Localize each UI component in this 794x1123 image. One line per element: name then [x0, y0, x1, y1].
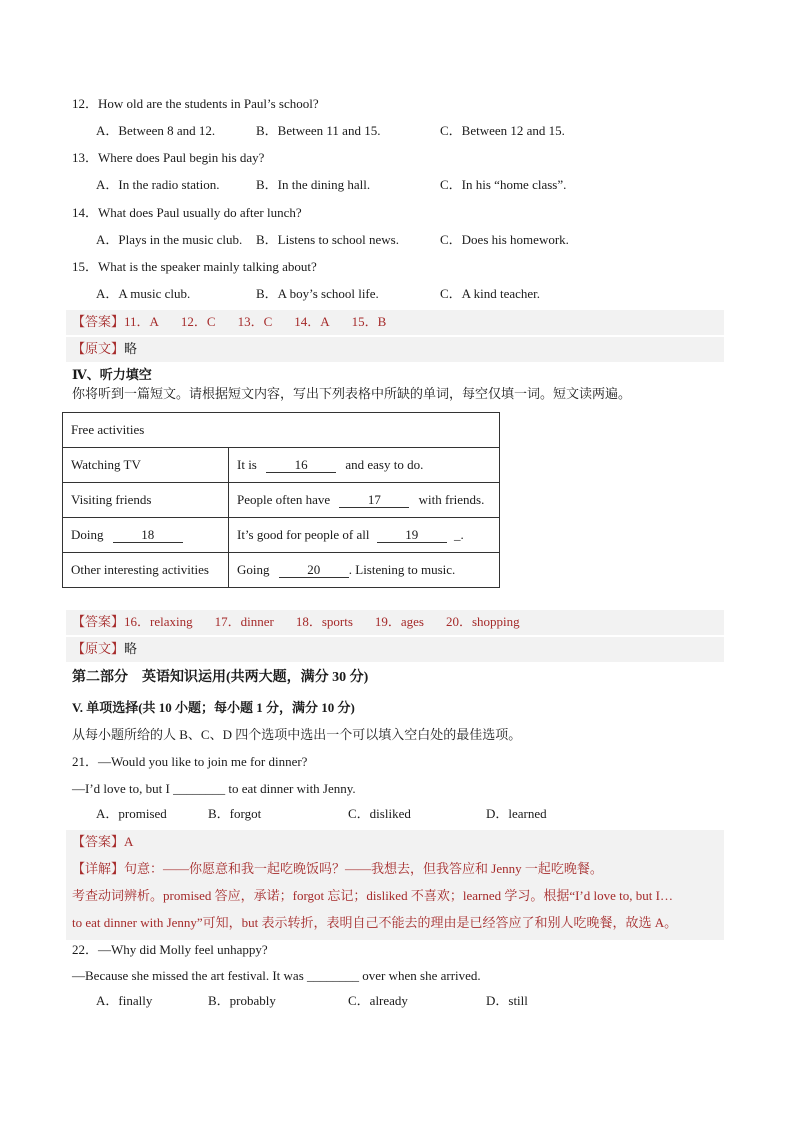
blank-19: 19	[377, 528, 447, 543]
blank-17: 17	[339, 493, 409, 508]
question-21-explanation	[66, 830, 724, 940]
section-5-instruction: 从每小题所给的人 B、C、D 四个选项中选出一个可以填入空白处的最佳选项。	[72, 727, 522, 742]
section-4-instruction: 你将听到一篇短文。请根据短文内容，写出下列表格中所缺的单词，每空仅填一词。短文读两遍。	[72, 386, 632, 401]
blank-16: 16	[266, 458, 336, 473]
section-4-heading: Ⅳ、听力填空	[72, 367, 152, 382]
answer-13: 13．C	[237, 314, 273, 329]
option-a: A．Plays in the music club.	[96, 232, 243, 247]
option-c: C．In his “home class”.	[440, 177, 567, 192]
detail-line-2: 考查动词辨析。promised 答应，承诺；forgot 忘记；disliked 不喜欢；learned 学习。根据“I’d love to, but I…	[72, 888, 673, 903]
option-a: A．Between 8 and 12.	[96, 123, 216, 138]
original-text: 略	[124, 641, 138, 656]
table-row	[63, 553, 500, 588]
option-b: B．Between 11 and 15.	[256, 123, 381, 138]
option-c: C．already	[348, 993, 408, 1008]
cell-text: _.	[454, 527, 464, 542]
cell-text: with friends.	[418, 492, 485, 507]
section-5-heading: V. 单项选择(共 10 小题；每小题 1 分，满分 10 分)	[72, 700, 355, 715]
table-cell-right	[229, 448, 500, 483]
question-21-options	[96, 805, 736, 823]
original-tag: 【原文】	[72, 341, 125, 356]
table-cell-left: Visiting friends	[63, 483, 229, 518]
option-c: C．Between 12 and 15.	[440, 123, 565, 138]
answer-band-16-20	[66, 610, 724, 635]
answer-16: 16．relaxing	[124, 614, 193, 629]
cell-text: It is	[237, 457, 257, 472]
original-text: 略	[124, 341, 138, 356]
answer-band-11-15	[66, 310, 724, 335]
answer-tag: 【答案】	[72, 314, 125, 329]
blank-18: 18	[113, 528, 183, 543]
option-b: B．Listens to school news.	[256, 232, 399, 247]
question-15-options	[96, 285, 736, 303]
option-c: C．A kind teacher.	[440, 286, 541, 301]
detail-tag: 【详解】	[72, 861, 125, 876]
answer-19: 19．ages	[374, 614, 424, 629]
question-12-stem: 12．How old are the students in Paul’s school?	[72, 96, 319, 111]
question-21-line-1: 21．—Would you like to join me for dinner?	[72, 754, 308, 769]
table-row	[63, 518, 500, 553]
free-activities-table	[62, 412, 500, 588]
original-tag: 【原文】	[72, 641, 125, 656]
table-cell-left	[63, 518, 229, 553]
question-14-options	[96, 231, 736, 249]
answer-21: A	[124, 834, 134, 849]
table-cell-left: Other interesting activities	[63, 553, 229, 588]
table-cell-right	[229, 483, 500, 518]
answer-20: 20．shopping	[446, 614, 520, 629]
question-13-options	[96, 176, 736, 194]
question-12-options	[96, 122, 736, 140]
cell-text: and easy to do.	[345, 457, 424, 472]
answer-tag: 【答案】	[72, 614, 125, 629]
option-a: A．finally	[96, 993, 153, 1008]
table-cell-right	[229, 518, 500, 553]
question-22-line-1: 22．—Why did Molly feel unhappy?	[72, 942, 268, 957]
option-a: A．promised	[96, 806, 167, 821]
option-b: B．forgot	[208, 806, 262, 821]
answer-15: 15．B	[351, 314, 387, 329]
option-b: B．A boy’s school life.	[256, 286, 379, 301]
question-14-stem: 14．What does Paul usually do after lunch?	[72, 205, 302, 220]
table-title: Free activities	[63, 413, 500, 448]
answer-14: 14．A	[294, 314, 330, 329]
cell-text: Going	[237, 562, 270, 577]
original-band-11-15	[66, 337, 724, 362]
cell-text: People often have	[237, 492, 331, 507]
answer-12: 12．C	[180, 314, 216, 329]
blank-20: 20	[279, 563, 349, 578]
option-a: A．In the radio station.	[96, 177, 220, 192]
option-c: C．disliked	[348, 806, 411, 821]
detail-line-3: to eat dinner with Jenny”可知，but 表示转折，表明自己不能去的理由是已经答应了和别人吃晚餐，故选 A。	[72, 915, 678, 930]
answer-18: 18．sports	[295, 614, 353, 629]
option-d: D．still	[486, 993, 528, 1008]
original-band-16-20	[66, 637, 724, 662]
answer-17: 17．dinner	[214, 614, 274, 629]
option-d: D．learned	[486, 806, 547, 821]
part-2-heading: 第二部分 英语知识运用(共两大题，满分 30 分)	[72, 670, 369, 685]
table-cell-left: Watching TV	[63, 448, 229, 483]
cell-text: Doing	[71, 527, 104, 542]
option-c: C．Does his homework.	[440, 232, 569, 247]
answer-tag: 【答案】	[72, 834, 125, 849]
question-15-stem: 15．What is the speaker mainly talking about?	[72, 259, 317, 274]
cell-text: . Listening to music.	[348, 562, 456, 577]
cell-text: It’s good for people of all	[237, 527, 370, 542]
question-22-line-2: —Because she missed the art festival. It was ________ over when she arrived.	[72, 968, 481, 983]
answer-11: 11．A	[124, 314, 159, 329]
question-13-stem: 13．Where does Paul begin his day?	[72, 150, 265, 165]
question-21-line-2: —I’d love to, but I ________ to eat dinner with Jenny.	[72, 781, 356, 796]
table-cell-right	[229, 553, 500, 588]
option-a: A．A music club.	[96, 286, 191, 301]
table-row	[63, 483, 500, 518]
question-22-options	[96, 992, 736, 1010]
option-b: B．In the dining hall.	[256, 177, 371, 192]
option-b: B．probably	[208, 993, 276, 1008]
detail-line-1: 句意：——你愿意和我一起吃晚饭吗？——我想去，但我答应和 Jenny 一起吃晚餐。	[124, 861, 603, 876]
table-row	[63, 448, 500, 483]
